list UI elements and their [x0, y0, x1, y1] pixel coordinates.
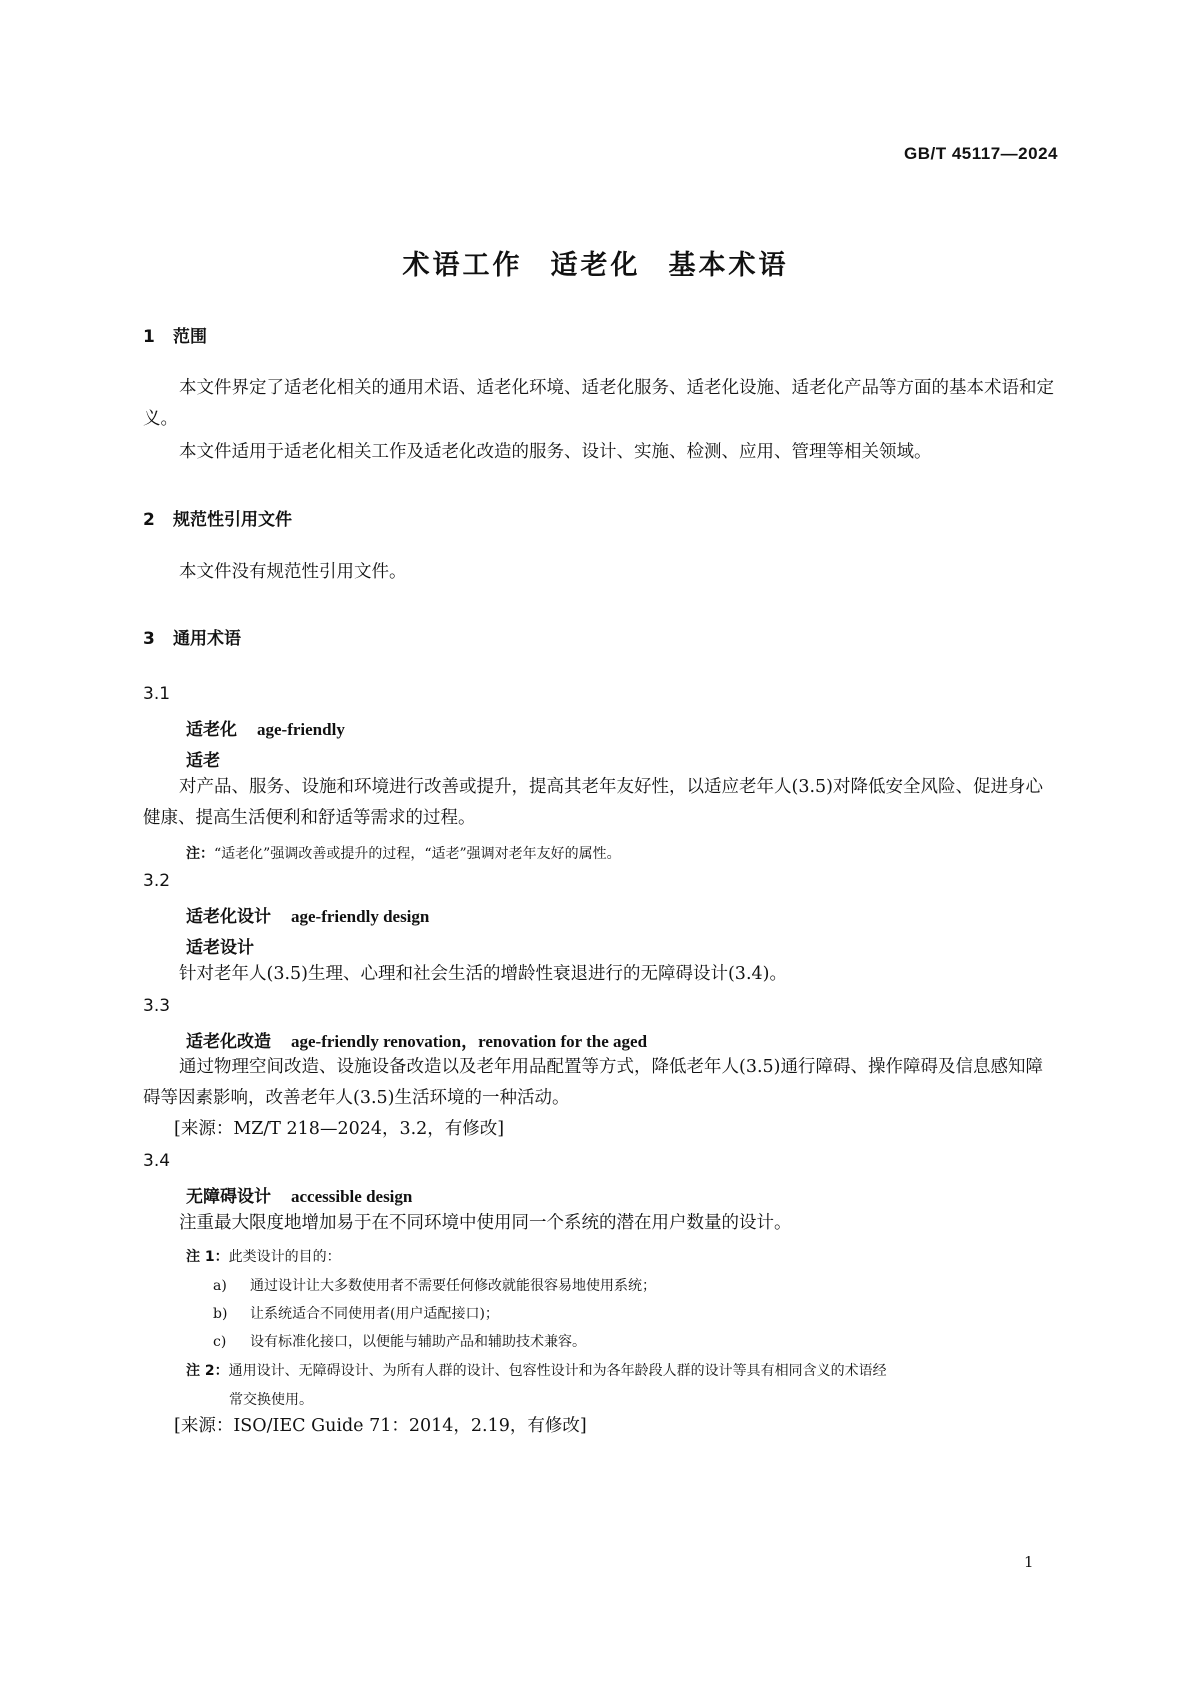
section-1-paragraph-2: 本文件适用于适老化相关工作及适老化改造的服务、设计、实施、检测、应用、管理等相关领域。: [179, 442, 932, 462]
title-part-2: 适老化: [550, 250, 641, 281]
section-number: 2: [143, 510, 155, 530]
list-text: 设有标准化接口，以便能与辅助产品和辅助技术兼容。: [250, 1334, 586, 1350]
list-marker: c): [213, 1334, 227, 1350]
term-3-1-definition: 对产品、服务、设施和环境进行改善或提升，提高其老年友好性，以适应老年人(3.5)对降低安全风险、促进身心健康、提高生活便利和舒适等需求的过程。: [143, 777, 1043, 828]
term-3-2-definition: 针对老年人(3.5)生理、心理和社会生活的增龄性衰退进行的无障碍设计(3.4)。: [179, 964, 787, 984]
term-3-4-definition: 注重最大限度地增加易于在不同环境中使用同一个系统的潜在用户数量的设计。: [179, 1213, 792, 1233]
section-number: 1: [143, 327, 155, 347]
term-chinese: 无障碍设计: [186, 1187, 271, 1207]
list-item: [213, 1331, 586, 1351]
term-english: accessible design: [291, 1187, 413, 1206]
document-title: [0, 243, 1191, 282]
term-english: age-friendly: [257, 720, 345, 739]
term-3-1-synonym: 适老: [186, 751, 220, 771]
note-label: 注 1：: [186, 1249, 229, 1265]
list-text: 通过设计让大多数使用者不需要任何修改就能很容易地使用系统；: [250, 1278, 656, 1294]
term-chinese: 适老化设计: [186, 907, 271, 927]
note-label: 注：: [186, 846, 214, 862]
term-3-3-heading: [186, 1027, 647, 1052]
section-title: 通用术语: [173, 629, 241, 649]
page-number: 1: [1024, 1553, 1034, 1571]
list-item: [213, 1275, 656, 1295]
term-chinese: 适老化改造: [186, 1032, 271, 1052]
note-text: 通用设计、无障碍设计、为所有人群的设计、包容性设计和为各年龄段人群的设计等具有相同含义的术语经: [228, 1363, 887, 1379]
section-2-heading: [143, 505, 292, 530]
term-3-4-note-1: [186, 1246, 341, 1266]
term-3-2-synonym: 适老设计: [186, 938, 254, 958]
section-number: 3: [143, 629, 155, 649]
list-text: 让系统适合不同使用者(用户适配接口)；: [250, 1306, 499, 1322]
section-2-paragraph-1: 本文件没有规范性引用文件。: [179, 562, 407, 582]
term-3-1-number: 3.1: [143, 684, 171, 704]
list-marker: b): [213, 1306, 228, 1322]
list-item: [213, 1303, 499, 1323]
section-1-paragraph-1: 本文件界定了适老化相关的通用术语、适老化环境、适老化服务、适老化设施、适老化产品等方面的基本术语和定义。: [143, 378, 1054, 429]
term-3-4-source: [来源：ISO/IEC Guide 71：2014，2.19，有修改]: [174, 1416, 587, 1436]
term-3-4-number: 3.4: [143, 1151, 171, 1171]
note-label: 注 2：: [186, 1363, 229, 1379]
section-3-heading: [143, 624, 241, 649]
standard-code: GB/T 45117—2024: [904, 144, 1058, 163]
term-3-4-heading: [186, 1182, 412, 1207]
section-title: 规范性引用文件: [173, 510, 292, 530]
note-text: 此类设计的目的：: [228, 1249, 341, 1265]
term-3-1-heading: [186, 715, 345, 740]
section-1-heading: [143, 322, 207, 347]
note-text: “适老化”强调改善或提升的过程，“适老”强调对老年友好的属性。: [214, 846, 621, 862]
term-english: age-friendly renovation，renovation for the aged: [291, 1032, 648, 1051]
term-3-1-note: [186, 843, 621, 863]
term-3-4-note-2: [186, 1360, 887, 1380]
term-3-3-source: [来源：MZ/T 218—2024，3.2，有修改]: [174, 1119, 505, 1139]
title-part-3: 基本术语: [668, 250, 789, 281]
term-3-2-number: 3.2: [143, 871, 171, 891]
list-marker: a): [213, 1278, 227, 1294]
term-3-4-note-2-continuation: 常交换使用。: [229, 1392, 313, 1408]
section-title: 范围: [173, 327, 207, 347]
term-3-2-heading: [186, 902, 429, 927]
title-part-1: 术语工作: [402, 250, 523, 281]
term-3-3-number: 3.3: [143, 996, 171, 1016]
term-3-3-definition: 通过物理空间改造、设施设备改造以及老年用品配置等方式，降低老年人(3.5)通行障碍、操作障碍及信息感知障碍等因素影响，改善老年人(3.5)生活环境的一种活动。: [143, 1057, 1043, 1108]
term-english: age-friendly design: [291, 907, 430, 926]
term-chinese: 适老化: [186, 720, 237, 740]
